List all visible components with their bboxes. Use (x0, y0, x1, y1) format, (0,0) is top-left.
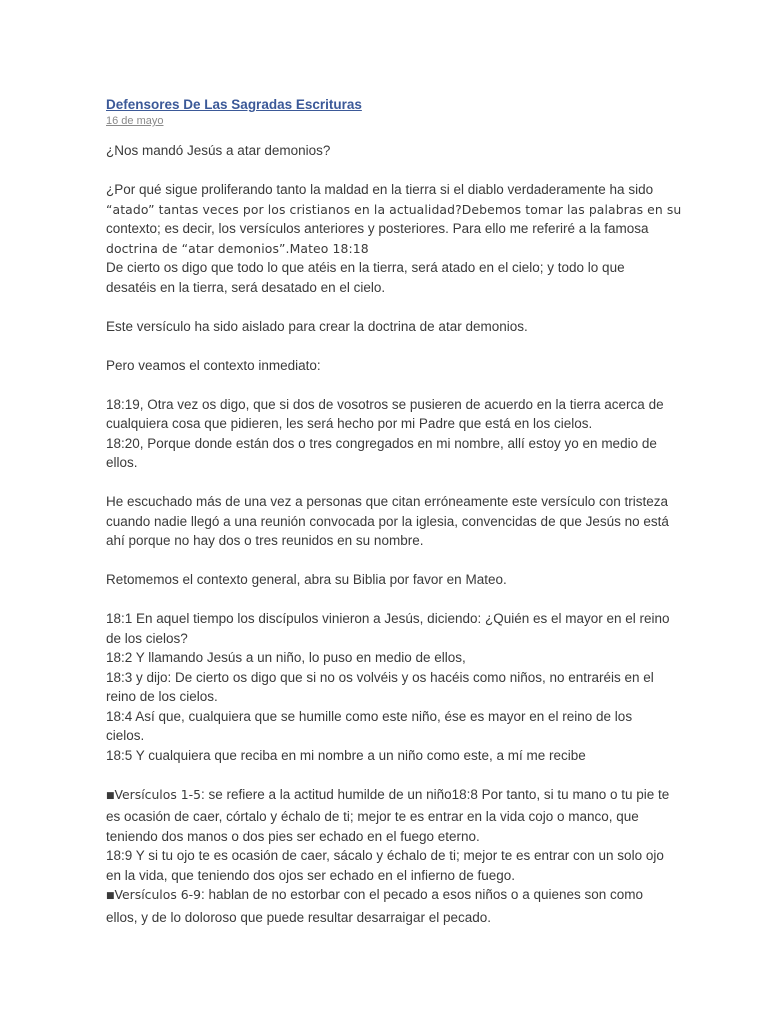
text-line: reino de los cielos. (106, 689, 218, 704)
square-bullet-icon: ■ (106, 790, 115, 801)
square-bullet-icon: ■ (106, 891, 115, 901)
post-date-link[interactable]: 16 de mayo (106, 115, 164, 127)
bullet-label: Versículos 6-9 (114, 887, 201, 902)
text-line: contexto; es decir, los versículos anteriores y posteriores. Para ello me referiré a la famosa (106, 221, 649, 236)
text-line: cuando nadie llegó a una reunión convocada por la iglesia, convencidas de que Jesús no está (106, 513, 669, 529)
paragraph-2: Este versículo ha sido aislado para crear la doctrina de atar demonios. (106, 318, 528, 334)
text-line: de los cielos? (106, 630, 188, 646)
text-line: 18:5 Y cualquiera que reciba en mi nombre a un niño como este, a mí me recibe (106, 747, 586, 763)
blog-title-link[interactable]: Defensores De Las Sagradas Escrituras (106, 97, 362, 112)
text-line: 18:1 En aquel tiempo los discípulos vinieron a Jesús, diciendo: ¿Quién es el mayor en el reino (106, 611, 670, 626)
blog-post (106, 96, 682, 947)
bullet-line-1 (106, 785, 670, 808)
text-line: ¿Por qué sigue proliferando tanto la maldad en la tierra si el diablo verdaderamente ha sido (106, 182, 654, 197)
text-line: teniendo dos manos o dos pies ser echado en el fuego eterno. (106, 828, 480, 844)
post-body (106, 141, 682, 927)
paragraph-4 (106, 395, 666, 473)
text-line: 18:20, Porque donde están dos o tres congregados en mi nombre, allí estoy yo en medio de (106, 435, 657, 451)
text-line: en la vida, que teniendo dos ojos ser echado en el infierno de fuego. (106, 867, 516, 883)
paragraph-8 (106, 785, 670, 928)
bullet-text: : se refiere a la actitud humilde de un niño18:8 Por tanto, si tu mano o tu pie te (200, 786, 670, 802)
paragraph-3: Pero veamos el contexto inmediato: (106, 357, 321, 373)
text-line: cielos. (106, 728, 145, 743)
paragraph-1 (106, 180, 682, 297)
text-line: De cierto os digo que todo lo que atéis en la tierra, será atado en el cielo; y todo lo que (106, 260, 625, 275)
bullet-label: Versículos 1-5 (114, 786, 201, 802)
text-line: doctrina de “atar demonios”.Mateo 18:18 (106, 240, 369, 256)
paragraph-7 (106, 609, 670, 765)
text-line: 18:19, Otra vez os digo, que si dos de vosotros se pusieren de acuerdo en la tierra acerca de (106, 396, 664, 412)
bullet-line-2 (106, 885, 666, 908)
paragraph-5 (106, 492, 669, 551)
text-line: es ocasión de caer, córtalo y échalo de ti; mejor te es entrar en la vida cojo o manco, que (106, 809, 639, 824)
post-question: ¿Nos mandó Jesús a atar demonios? (106, 143, 331, 158)
text-line: cualquiera cosa que pidieren, les será hecho por mi Padre que está en los cielos. (106, 416, 593, 431)
text-line: ellos. (106, 455, 138, 470)
text-line: 18:9 Y si tu ojo te es ocasión de caer, sácalo y échalo de ti; mejor te es entrar con un solo ojo (106, 848, 664, 863)
text-line: He escuchado más de una vez a personas que citan erróneamente este versículo con tristeza (106, 494, 669, 509)
text-line: 18:2 Y llamando Jesús a un niño, lo puso en medio de ellos, (106, 650, 466, 665)
text-line: ellos, y de lo doloroso que puede resultar desarraigar el pecado. (106, 909, 491, 925)
bullet-text: : hablan de no estorbar con el pecado a esos niños o a quienes son como (200, 887, 644, 902)
text-line: desatéis en la tierra, será desatado en el cielo. (106, 279, 386, 295)
text-line: 18:4 Así que, cualquiera que se humille como este niño, ése es mayor en el reino de los (106, 708, 633, 724)
text-line: “atado” tantas veces por los cristianos en la actualidad?Debemos tomar las palabras en su (106, 201, 682, 217)
text-line: 18:3 y dijo: De cierto os digo que si no os volvéis y os hacéis como niños, no entraréis en el (106, 669, 654, 685)
text-line: ahí porque no hay dos o tres reunidos en su nombre. (106, 533, 424, 548)
paragraph-6: Retomemos el contexto general, abra su Biblia por favor en Mateo. (106, 572, 507, 587)
